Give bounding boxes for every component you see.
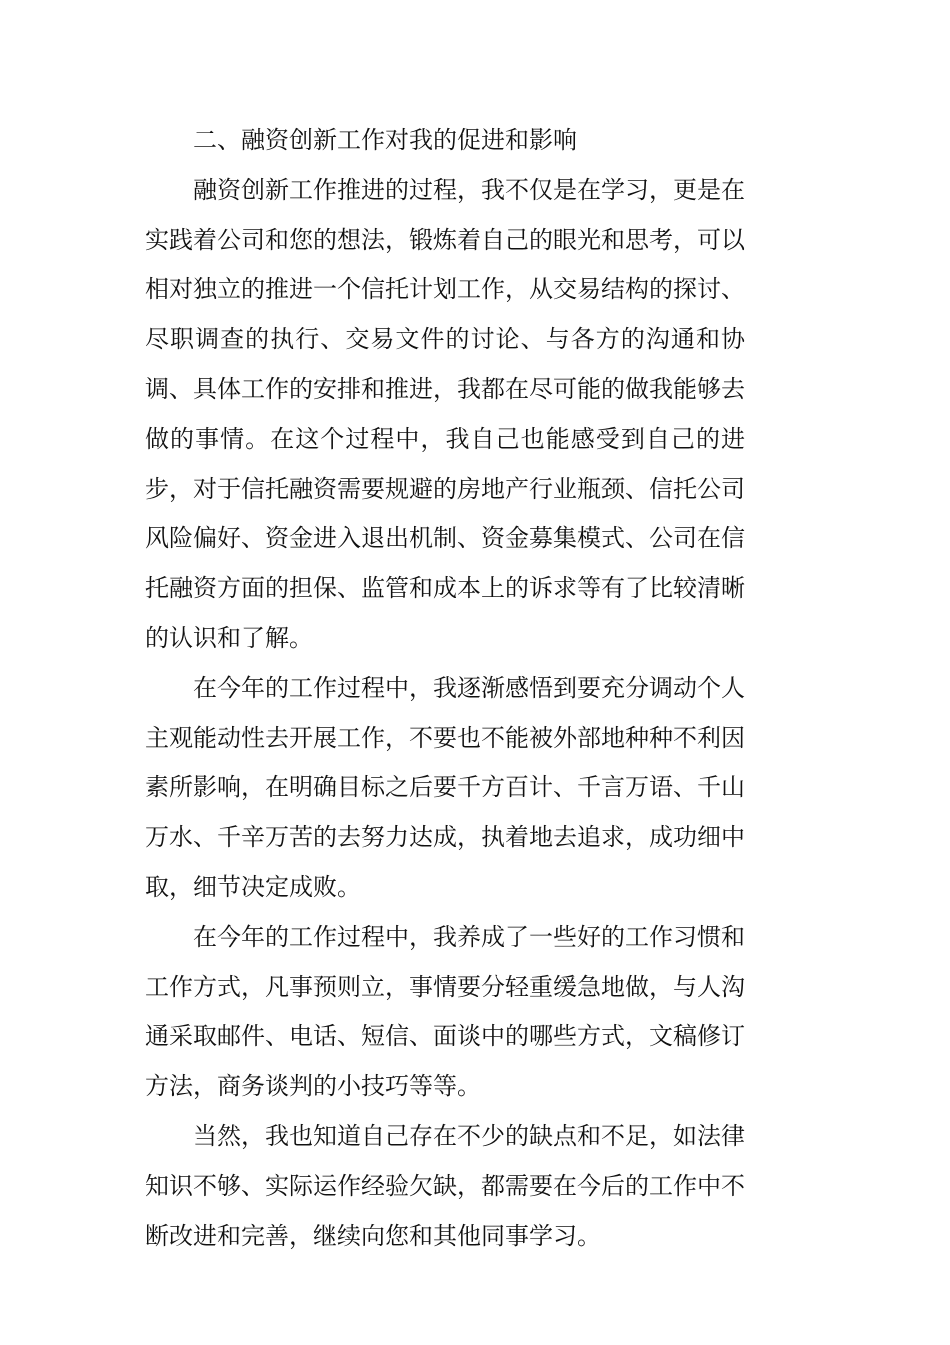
section-heading: 二、融资创新工作对我的促进和影响 — [193, 126, 577, 154]
document-body — [145, 116, 745, 1261]
paragraph-3: 在今年的工作过程中，我养成了一些好的工作习惯和工作方式，凡事预则立，事情要分轻重缓急地做，与人沟通采取邮件、电话、短信、面谈中的哪些方式，文稿修订方法，商务谈判的小技巧等等。 — [145, 922, 745, 1101]
paragraph-1: 融资创新工作推进的过程，我不仅是在学习，更是在实践着公司和您的想法，锻炼着自己的眼光和思考，可以相对独立的推进一个信托计划工作，从交易结构的探讨、尽职调查的执行、交易文件的讨论、与各方的沟通和协调、具体工作的安排和推进，我都在尽可能的做我能够去做的事情。在这个过程中，我自己也能感受到自己的进步，对于信托融资需要规避的房地产行业瓶颈、信托公司风险偏好、资金进入退出机制、资金募集模式、公司在信托融资方面的担保、监管和成本上的诉求等有了比较清晰的认识和了解。 — [145, 175, 745, 652]
paragraph-2: 在今年的工作过程中，我逐渐感悟到要充分调动个人主观能动性去开展工作，不要也不能被外部地种种不利因素所影响，在明确目标之后要千方百计、千言万语、千山万水、千辛万苦的去努力达成，执着地去追求，成功细中取，细节决定成败。 — [145, 673, 745, 901]
paragraph-4: 当然，我也知道自己存在不少的缺点和不足，如法律知识不够、实际运作经验欠缺，都需要在今后的工作中不断改进和完善，继续向您和其他同事学习。 — [145, 1121, 745, 1250]
